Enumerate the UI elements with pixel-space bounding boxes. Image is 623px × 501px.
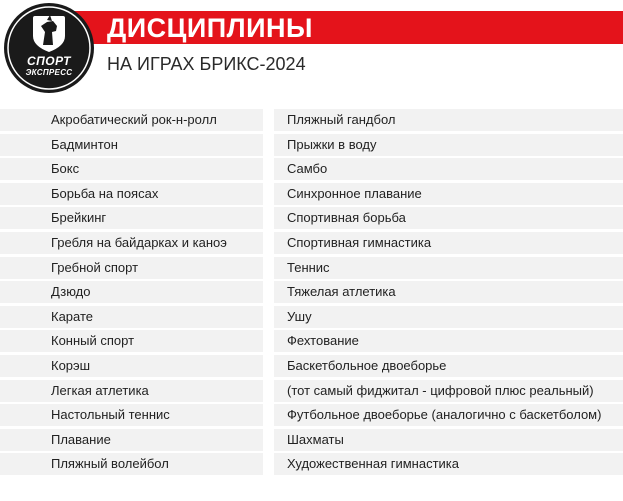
list-item: Карате: [0, 306, 263, 328]
list-item: Бокс: [0, 158, 263, 180]
sport-express-logo: [3, 2, 95, 94]
page-title: ДИСЦИПЛИНЫ: [107, 13, 313, 43]
list-item: Фехтование: [274, 330, 623, 352]
list-item: Корэш: [0, 355, 263, 377]
list-item: Легкая атлетика: [0, 380, 263, 402]
list-item: Борьба на поясах: [0, 183, 263, 205]
list-item: Синхронное плавание: [274, 183, 623, 205]
list-item: Настольный теннис: [0, 404, 263, 426]
list-item: Ушу: [274, 306, 623, 328]
list-item: Прыжки в воду: [274, 134, 623, 156]
list-item: Дзюдо: [0, 281, 263, 303]
page-subtitle: НА ИГРАХ БРИКС-2024: [107, 54, 306, 74]
list-item: Пляжный волейбол: [0, 453, 263, 475]
list-item: Тяжелая атлетика: [274, 281, 623, 303]
list-item: Художественная гимнастика: [274, 453, 623, 475]
list-item: Самбо: [274, 158, 623, 180]
disciplines-left-list: [0, 109, 263, 478]
list-item: Баскетбольное двоеборье: [274, 355, 623, 377]
list-item: Брейкинг: [0, 207, 263, 229]
list-item: Шахматы: [274, 429, 623, 451]
list-item: Гребля на байдарках и каноэ: [0, 232, 263, 254]
list-item: Акробатический рок-н-ролл: [0, 109, 263, 131]
list-item: Теннис: [274, 257, 623, 279]
list-item: Спортивная гимнастика: [274, 232, 623, 254]
list-item: (тот самый фиджитал - цифровой плюс реальный): [274, 380, 623, 402]
list-item: Бадминтон: [0, 134, 263, 156]
logo-text-sport: СПОРТ: [26, 54, 71, 68]
logo-badge: [3, 2, 95, 94]
logo-text-express: ЭКСПРЕСС: [25, 68, 73, 77]
list-item: Гребной спорт: [0, 257, 263, 279]
list-item: Пляжный гандбол: [274, 109, 623, 131]
list-item: Спортивная борьба: [274, 207, 623, 229]
list-item: Конный спорт: [0, 330, 263, 352]
list-item: Плавание: [0, 429, 263, 451]
list-item: Футбольное двоеборье (аналогично с баскетболом): [274, 404, 623, 426]
disciplines-right-list: [274, 109, 623, 478]
